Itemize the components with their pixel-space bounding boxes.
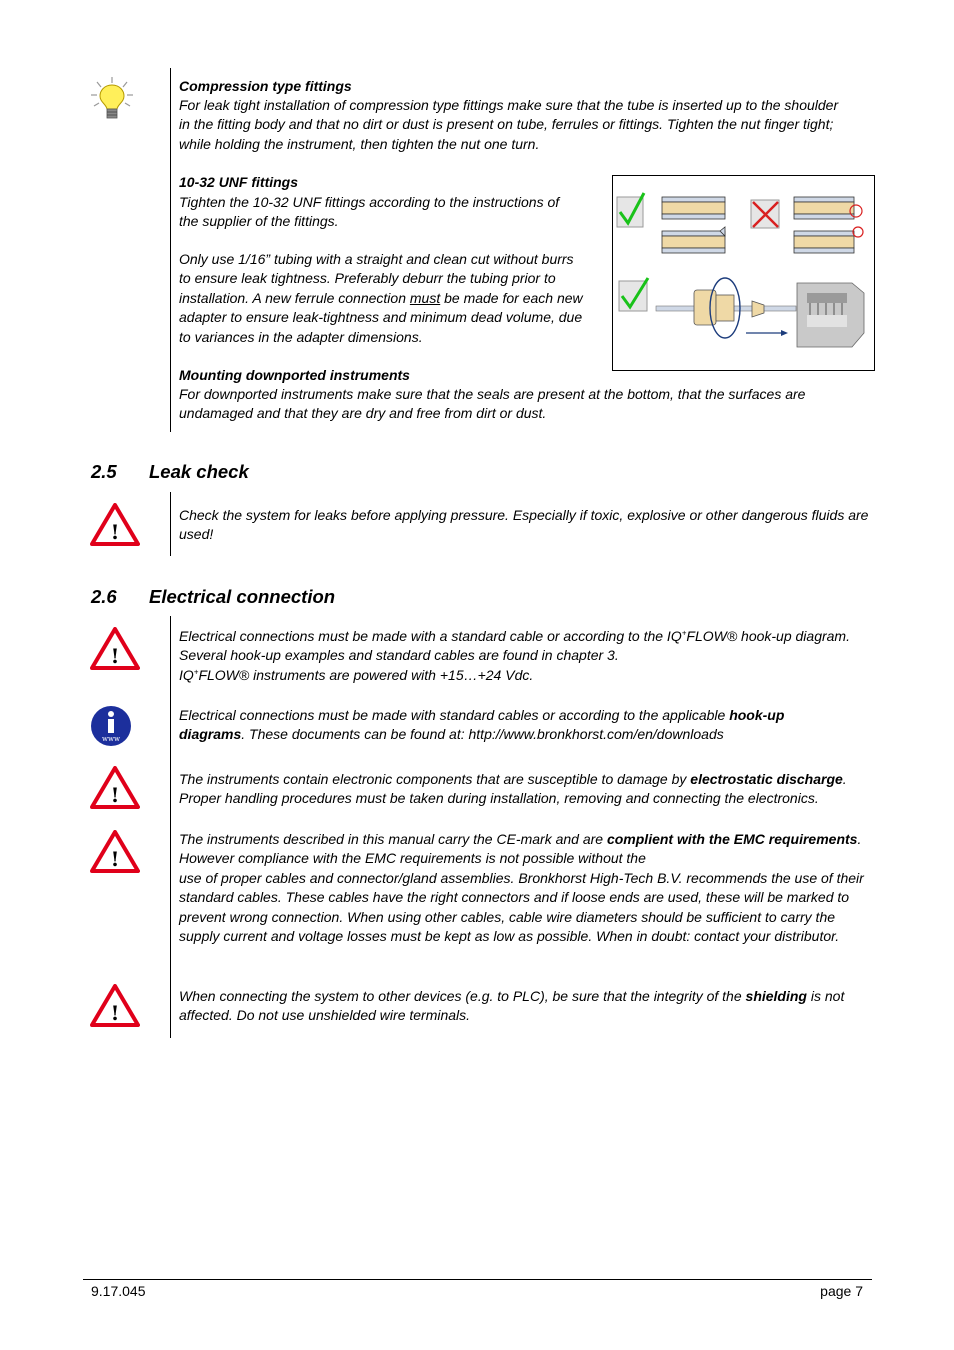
svg-text:www: www [102, 735, 120, 743]
warning-icon [90, 627, 140, 670]
warning-icon [90, 830, 140, 873]
fitting-diagram [612, 175, 875, 371]
svg-text:!: ! [110, 783, 120, 807]
svg-text:!: ! [110, 644, 120, 668]
unf-title: 10-32 UNF fittings [179, 174, 299, 190]
section-title: Leak check [149, 461, 249, 482]
lightbulb-icon [88, 76, 136, 122]
downported-title: Mounting downported instruments [179, 367, 410, 383]
section-title: Electrical connection [149, 586, 336, 607]
section-heading-2-5 [91, 461, 249, 483]
footer-divider [83, 1279, 872, 1280]
electrical-para-3: The instruments contain electronic components that are susceptible to damage by electrostatic discharge. Proper handling procedures must be taken during installation, removing and connecting the electronics. [179, 771, 847, 807]
unf-text-1: Tighten the 10-32 UNF fittings according to the instructions of the supplier of the fittings. [179, 194, 560, 230]
electrical-block-bar [170, 616, 171, 1038]
electrical-para-2: Electrical connections must be made with standard cables or according to the applicable hook-up diagrams. These documents can be found at: http://www.bronkhorst.com/en/downloads [179, 707, 785, 743]
warning-icon [90, 984, 140, 1027]
section-number: 2.5 [91, 461, 117, 482]
leak-block-bar [170, 492, 171, 556]
footer-page-number: page 7 [820, 1283, 863, 1299]
info-www-icon [90, 705, 132, 747]
section-heading-2-6 [91, 586, 335, 608]
section-number: 2.6 [91, 586, 117, 607]
svg-text:!: ! [110, 847, 120, 871]
electrical-para-5: When connecting the system to other devices (e.g. to PLC), be sure that the integrity of the shielding is not affected. Do not use unshielded wire terminals. [179, 988, 845, 1024]
leak-check-text: Check the system for leaks before applying pressure. Especially if toxic, explosive or other dangerous fluids are used! [179, 507, 869, 543]
unf-text-2: Only use 1/16” tubing with a straight and clean cut without burrs to ensure leak tightness. Preferably deburr the tubing prior to installation. A new ferrule connection must be made for each new adapter to ensure leak-tightness and minimum dead volume, due to variances in the adapter dimensions. [179, 251, 583, 345]
warning-icon [90, 503, 140, 546]
svg-text:!: ! [110, 520, 120, 544]
tip-block-bar [170, 68, 171, 432]
svg-text:!: ! [110, 1001, 120, 1025]
compression-title: Compression type fittings [179, 78, 352, 94]
downported-text: For downported instruments make sure that the seals are present at the bottom, that the surfaces are undamaged and that they are dry and free from dirt or dust. [179, 386, 806, 422]
electrical-para-4: The instruments described in this manual carry the CE-mark and are complient with the EMC requirements. However compliance with the EMC requirements is not possible without the use of proper cables and connector/gland assemblies. Bronkhorst High-Tech B.V. recommends the use of their standard cables. These cables have the right connectors and if loose ends are used, these will be marked to prevent wrong connection. When using other cables, cable wire diameters should be sufficient to carry the supply current and voltage losses must be kept as low as possible. When in doubt: contact your distributor. [179, 831, 864, 945]
warning-icon [90, 766, 140, 809]
electrical-para-1: Electrical connections must be made with a standard cable or according to the IQ+FLOW® hook-up diagram. Several hook-up examples and standard cables are found in chapter 3. IQ+FLOW® instruments are powered with +15…+24 Vdc. [179, 628, 850, 683]
footer-doc-number: 9.17.045 [91, 1283, 146, 1299]
compression-text: For leak tight installation of compression type fittings make sure that the tube is inserted up to the shoulder in the fitting body and that no dirt or dust is present on tube, ferrules or fittings. Tighten the nut finger tight; while holding the instrument, then tighten the nut one turn. [179, 97, 839, 152]
